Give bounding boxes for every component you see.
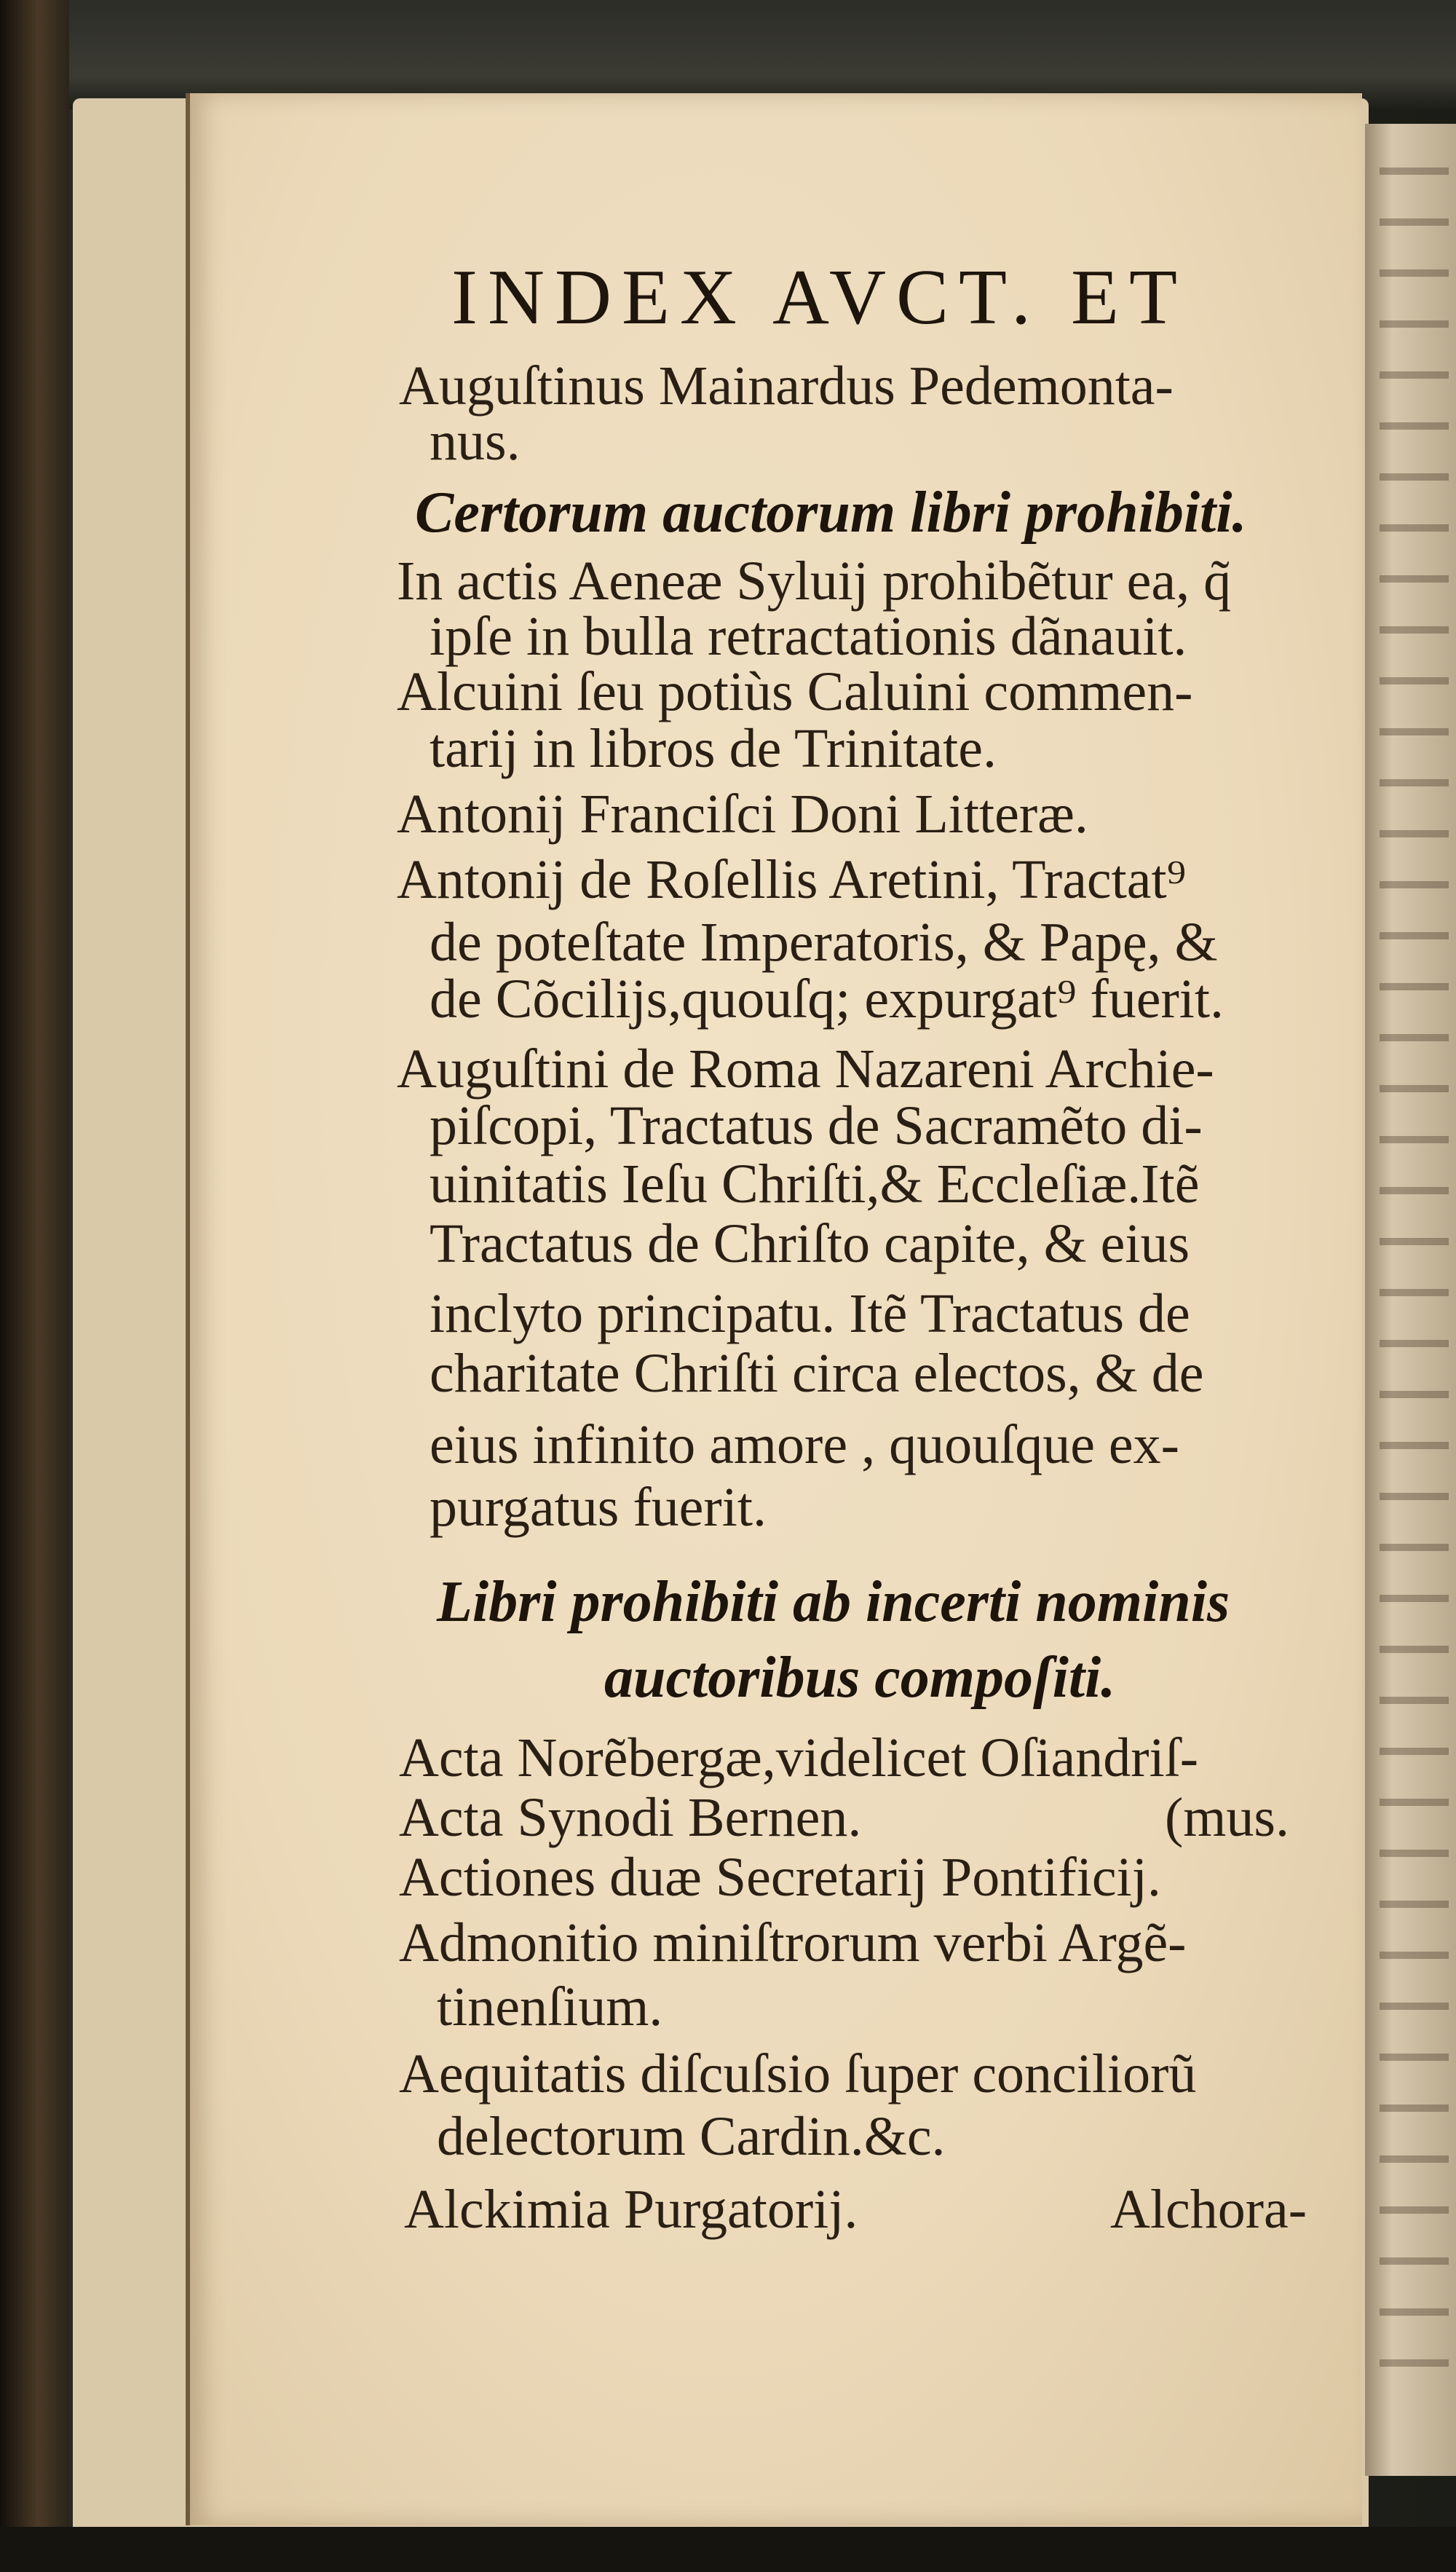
entry-line: tinenſium.: [437, 1976, 663, 2038]
facing-page-edge: [1365, 124, 1456, 2476]
entry-line: tarij in libros de Trinitate.: [430, 718, 997, 779]
section-heading: Libri prohibiti ab incerti nominis: [437, 1570, 1230, 1634]
entry-line: Admonitio miniſtrorum verbi Argẽ-: [399, 1912, 1187, 1973]
catchword: Alchora-: [1110, 2179, 1307, 2240]
book-spine: [0, 0, 69, 2572]
entry-line: Acta Norẽbergæ,videlicet Oſiandriſ-: [399, 1727, 1199, 1788]
entry-line: Antonij de Roſellis Aretini, Tractat⁹: [397, 849, 1187, 910]
entry-line: Antonij Franciſci Doni Litteræ.: [397, 784, 1088, 845]
running-head: INDEX AVCT. ET: [451, 254, 1187, 341]
entry-line: inclyto principatu. Itẽ Tractatus de: [430, 1283, 1190, 1344]
entry-line: uinitatis Ieſu Chriſti,& Eccleſiæ.Itẽ: [430, 1153, 1200, 1215]
entry-line: Tractatus de Chriſto capite, & eius: [430, 1213, 1190, 1274]
entry-line: nus.: [430, 411, 521, 472]
entry-line: piſcopi, Tractatus de Sacramẽto di-: [430, 1095, 1203, 1156]
entry-line: delectorum Cardin.&c.: [437, 2106, 946, 2167]
entry-line: Acta Synodi Bernen.: [399, 1787, 862, 1848]
entry-line: de poteſtate Imperatoris, & Papę, &: [430, 912, 1218, 973]
entry-line: Actiones duæ Secretarij Pontificij.: [399, 1847, 1161, 1908]
entry-line: charitate Chriſti circa electos, & de: [430, 1343, 1204, 1404]
section-heading: auctoribus compoſiti.: [604, 1646, 1116, 1710]
entry-line: eius infinito amore , quouſque ex-: [430, 1414, 1179, 1475]
entry-line: ipſe in bulla retractationis dãnauit.: [430, 606, 1187, 667]
entry-line: In actis Aeneæ Syluij prohibẽtur ea, q̃: [397, 551, 1232, 612]
entry-line: Auguſtinus Mainardus Pedemonta-: [399, 355, 1174, 417]
entry-line: Alckimia Purgatorij.: [404, 2179, 858, 2240]
entry-line: purgatus fuerit.: [430, 1477, 767, 1538]
entry-line: Alcuini ſeu potiùs Caluini commen-: [397, 661, 1193, 722]
section-heading: Certorum auctorum libri prohibiti.: [415, 481, 1247, 545]
entry-line: Aequitatis diſcuſsio ſuper conciliorũ: [399, 2043, 1197, 2104]
entry-line: de Cõcilijs,quouſq; expurgat⁹ fuerit.: [430, 969, 1224, 1030]
book-bottom-edge: [0, 2527, 1456, 2572]
runover-text: (mus.: [1165, 1787, 1289, 1848]
entry-line: Auguſtini de Roma Nazareni Archie-: [397, 1038, 1214, 1100]
